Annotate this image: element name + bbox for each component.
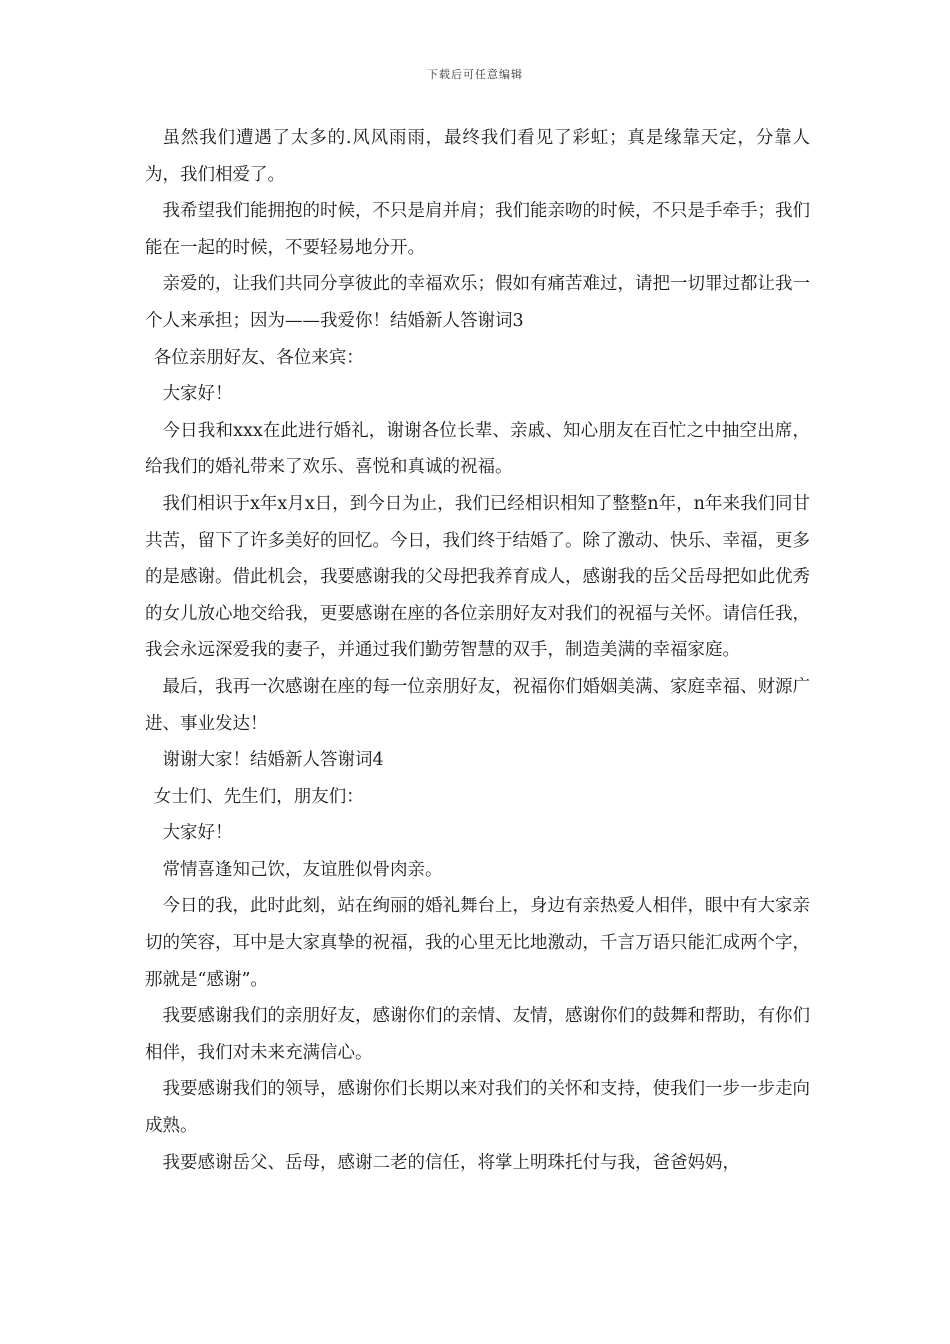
paragraph: 我希望我们能拥抱的时候，不只是肩并肩；我们能亲吻的时候，不只是手牵手；我们能在一起的时候，不要轻易地分开。 [145, 201, 810, 258]
paragraph: 谢谢大家！结婚新人答谢词4 [162, 750, 384, 771]
paragraph: 我要感谢岳父、岳母，感谢二老的信任，将掌上明珠托付与我，爸爸妈妈， [162, 1152, 740, 1173]
greeting: 大家好！ [162, 823, 233, 844]
paragraph: 我要感谢我们的亲朋好友，感谢你们的亲情、友情，感谢你们的鼓舞和帮助，有你们相伴，我们对未来充满信心。 [145, 1006, 810, 1063]
greeting: 大家好！ [162, 384, 233, 405]
paragraph: 亲爱的，让我们共同分享彼此的幸福欢乐；假如有痛苦难过，请把一切罪过都让我一个人来承担；因为——我爱你！结婚新人答谢词3 [145, 274, 810, 331]
paragraph: 虽然我们遭遇了太多的.风风雨雨，最终我们看见了彩虹；真是缘靠天定，分靠人为，我们相爱了。 [145, 128, 810, 185]
page-header: 下载后可任意编辑 [427, 68, 523, 81]
paragraph: 我要感谢我们的领导，感谢你们长期以来对我们的关怀和支持，使我们一步一步走向成熟。 [145, 1079, 810, 1137]
salutation: 各位亲朋好友、各位来宾： [153, 347, 364, 368]
paragraph: 最后，我再一次感谢在座的每一位亲朋好友，祝福你们婚姻美满、家庭幸福、财源广进、事业发达！ [145, 676, 810, 734]
salutation: 女士们、先生们，朋友们： [153, 786, 364, 807]
paragraph: 今日我和xxx在此进行婚礼，谢谢各位长辈、亲戚、知心朋友在百忙之中抽空出席，给我们的婚礼带来了欢乐、喜悦和真诚的祝福。 [145, 420, 810, 478]
paragraph: 我们相识于x年x月x日，到今日为止，我们已经相识相知了整整n年，n年来我们同甘共苦，留下了许多美好的回忆。今日，我们终于结婚了。除了激动、快乐、幸福，更多的是感谢。借此机会，我要感谢我的父母把我养育成人，感谢我的岳父岳母把如此优秀的女儿放心地交给我，更要感谢在座的各位亲朋好友对我们的祝福与关怀。请信任我，我会永远深爱我的妻子，并通过我们勤劳智慧的双手，制造美满的幸福家庭。 [145, 493, 810, 661]
paragraph: 今日的我，此时此刻，站在绚丽的婚礼舞台上，身边有亲热爱人相伴，眼中有大家亲切的笑容，耳中是大家真挚的祝福，我的心里无比地激动，千言万语只能汇成两个字，那就是“感谢”。 [145, 896, 810, 990]
document-body [145, 120, 810, 1181]
paragraph: 常情喜逢知己饮，友谊胜似骨肉亲。 [162, 859, 443, 880]
